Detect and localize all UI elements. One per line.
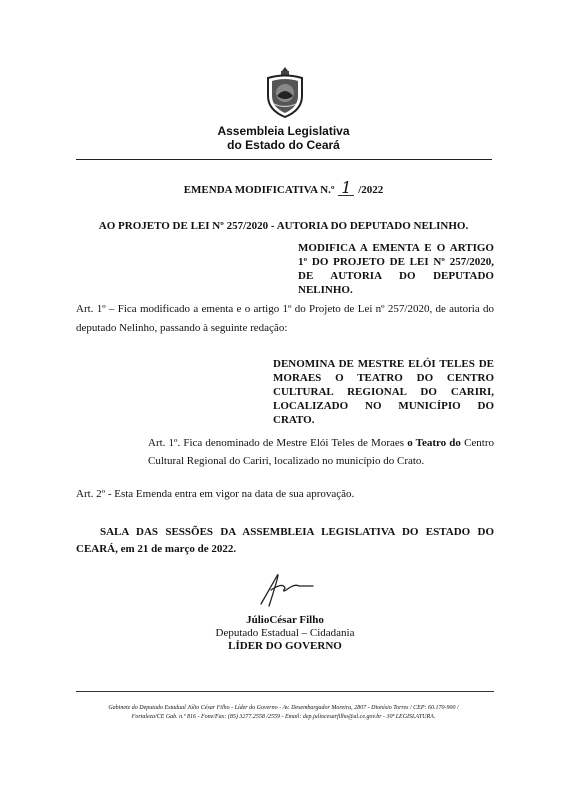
amendment-number: 1 (338, 181, 354, 196)
handwritten-signature (255, 568, 317, 610)
footer-rule (76, 691, 494, 692)
closing-statement: SALA DAS SESSÕES DA ASSEMBLEIA LEGISLATIVA DO ESTADO DO CEARÁ, em 21 de março de 2022. (76, 526, 494, 555)
new-ementa-block: DENOMINA DE MESTRE ELÓI TELES DE MORAES O TEATRO DO CENTRO CULTURAL REGIONAL DO CARIRI, LOCALIZADO NO MUNICÍPIO DO CRATO. (273, 358, 494, 426)
article-2-text: Art. 2º - Esta Emenda entra em vigor na data de sua aprovação. (76, 488, 355, 500)
title-suffix: /2022 (358, 184, 384, 196)
new-article-1-text (148, 434, 494, 470)
signatory-position: LÍDER DO GOVERNO (228, 640, 342, 652)
coat-of-arms-emblem (264, 66, 306, 118)
header-rule (76, 159, 492, 160)
document-title (0, 178, 567, 197)
new-art1-bold: o Teatro do (407, 437, 461, 449)
signatory-role: Deputado Estadual – Cidadania (215, 627, 355, 639)
summary-block: MODIFICA A EMENTA E O ARTIGO 1º DO PROJETO DE LEI Nº 257/2020, DE AUTORIA DO DEPUTADO NELINHO. (298, 242, 494, 296)
signatory-name: JúlioCésar Filho (246, 614, 324, 626)
footer-address-line1: Gabinete do Deputado Estadual Júlio César Filho - Líder do Governo - Av. Desembargador Moreira, 2807 - Dionísio Torres / CEP: 60.170-900 / (108, 705, 459, 711)
document-subtitle: AO PROJETO DE LEI Nº 257/2020 - AUTORIA DO DEPUTADO NELINHO. (98, 220, 469, 232)
article-1-text: Art. 1º – Fica modificado a ementa e o artigo 1º do Projeto de Lei nº 257/2020, de autoria do deputado Nelinho, passando à seguinte redação: (76, 303, 494, 334)
institution-name-line2: do Estado do Ceará (227, 138, 340, 152)
footer-address-line2: Fortaleza/CE Gab. n.º 816 - Fone/Fax: (85) 3277.2558 /2559 - Email: dep.juliocesarfilho@al.ce.gov.br - 30ª LEGISLATURA. (131, 714, 436, 720)
new-art1-part1: Art. 1º. Fica denominado de Mestre Elói Teles de Moraes (148, 437, 408, 449)
institution-name-line1: Assembleia Legislativa (217, 124, 350, 138)
title-prefix: EMENDA MODIFICATIVA N.º (183, 184, 335, 196)
new-art1-part2: Centro Cultural Regional do Cariri, localizado no município do Crato. (148, 437, 495, 467)
